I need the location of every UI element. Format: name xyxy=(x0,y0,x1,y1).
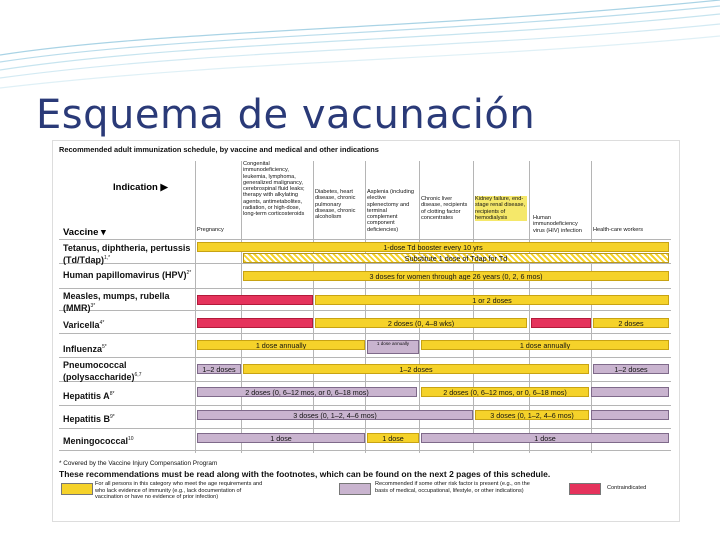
vaccine-name: Human papillomavirus (HPV) xyxy=(63,270,187,280)
header-swoosh-decoration xyxy=(0,0,720,100)
vaccine-row-influenza xyxy=(63,342,193,354)
column-health-care-workers: Health-care workers xyxy=(593,227,644,233)
column-asplenia: Asplenia (including elective splenectomy and terminal complement component deficiencies) xyxy=(367,189,414,233)
mmr-contraindicated-bar xyxy=(197,295,313,305)
vaccine-name: Influenza xyxy=(63,344,103,354)
vaccine-name: Meningococcal xyxy=(63,436,129,446)
vaccine-footnote: 1,* xyxy=(104,255,111,261)
covered-note: * Covered by the Vaccine Injury Compensation Program xyxy=(59,460,218,467)
vaccine-name: Hepatitis A xyxy=(63,391,110,401)
column-liver-disease: Chronic liver disease, recipients of clotting factor concentrates xyxy=(421,196,468,221)
pneumococcal-mid-bar: 1–2 doses xyxy=(243,364,589,374)
slide-title: Esquema de vacunación xyxy=(36,92,536,138)
mmr-bar: 1 or 2 doses xyxy=(315,295,669,305)
meningococcal-asplenia-bar: 1 dose xyxy=(367,433,419,443)
vaccine-footnote: 4* xyxy=(99,320,105,326)
column-immunodeficiency: Congenital immunodeficiency, leukemia, lymphoma, generalized malignancy, cerebrospinal fluid leaks; therapy with alkylating agents, antimetabolites, radiation, or high-dose, long-term corticosteroids xyxy=(243,161,305,218)
legend-purple-text: Recommended if some other risk factor is present (e.g., on the basis of medical, occupational, lifestyle, or other indications) xyxy=(375,481,530,494)
varicella-hiv-contraindicated-bar xyxy=(531,318,591,328)
vaccine-name: Measles, mumps, rubella (MMR) xyxy=(63,291,170,313)
pneumococcal-left-bar: 1–2 doses xyxy=(197,364,241,374)
legend-red-swatch xyxy=(569,483,601,495)
influenza-left-bar: 1 dose annually xyxy=(197,340,365,350)
hepatitis-a-right-bar xyxy=(591,387,669,397)
meningococcal-right-bar: 1 dose xyxy=(421,433,669,443)
vaccine-row-hpv xyxy=(63,268,193,280)
vaccine-row-hepatitis-a xyxy=(63,389,193,401)
hpv-bar: 3 doses for women through age 26 years (0, 2, 6 mos) xyxy=(243,271,669,281)
vaccine-name: Tetanus, diphtheria, pertussis (Td/Tdap) xyxy=(63,243,191,265)
legend-yellow-text: For all persons in this category who meet the age requirements and who lack evidence of immunity (e.g., lack documentation of vaccination or have no evidence of prior infection) xyxy=(95,481,263,500)
hepatitis-b-left-bar: 3 doses (0, 1–2, 4–6 mos) xyxy=(197,410,473,420)
legend-yellow-swatch xyxy=(61,483,93,495)
vaccine-name: Varicella xyxy=(63,320,100,330)
column-hiv: Human immunodeficiency virus (HIV) infection xyxy=(533,215,582,234)
hepatitis-b-right-bar xyxy=(591,410,669,420)
vaccine-row-varicella xyxy=(63,318,193,330)
column-diabetes-heart: Diabetes, heart disease, chronic pulmonary disease, chronic alcoholism xyxy=(315,189,356,221)
vaccine-footnote: 5* xyxy=(102,344,107,350)
legend-red-text: Contraindicated xyxy=(607,485,647,491)
column-kidney-failure: Kidney failure, end-stage renal disease, recipients of hemodialysis xyxy=(475,196,526,221)
legend-purple-swatch xyxy=(339,483,371,495)
tdap-substitute-bar: Substitute 1 dose of Tdap for Td xyxy=(243,253,669,263)
varicella-contraindicated-bar xyxy=(197,318,313,328)
vaccine-row-td-tdap xyxy=(63,243,193,265)
influenza-asplenia-bar: 1 dose annually xyxy=(367,340,419,354)
indication-label: Indication ▶ xyxy=(113,182,168,193)
vaccine-footnote: 10 xyxy=(128,436,134,442)
hepatitis-b-mid-bar: 3 doses (0, 1–2, 4–6 mos) xyxy=(475,410,589,420)
schedule-title: Recommended adult immunization schedule, by vaccine and medical and other indications xyxy=(59,145,379,154)
vaccine-name: Pneumococcal (polysaccharide) xyxy=(63,360,135,382)
vaccine-footnote: 2* xyxy=(186,270,192,276)
vaccine-name: Hepatitis B xyxy=(63,414,111,424)
varicella-hcw-bar: 2 doses xyxy=(593,318,669,328)
immunization-schedule-table xyxy=(52,140,680,522)
vaccine-row-mmr xyxy=(63,291,193,313)
footnote-notice: These recommendations must be read along with the footnotes, which can be found on the next 2 pages of this schedule. xyxy=(59,469,551,479)
vaccine-footnote: 6,7 xyxy=(134,372,142,378)
vaccine-footnote: 9* xyxy=(110,414,115,420)
column-divider xyxy=(195,161,196,453)
vaccine-row-hepatitis-b xyxy=(63,412,193,424)
hepatitis-a-left-bar: 2 doses (0, 6–12 mos, or 0, 6–18 mos) xyxy=(197,387,417,397)
hepatitis-a-mid-bar: 2 doses (0, 6–12 mos, or 0, 6–18 mos) xyxy=(421,387,589,397)
varicella-bar: 2 doses (0, 4–8 wks) xyxy=(315,318,527,328)
vaccine-label: Vaccine ▾ xyxy=(63,227,106,238)
vaccine-row-pneumococcal xyxy=(63,360,193,382)
column-divider xyxy=(473,161,474,453)
pneumococcal-right-bar: 1–2 doses xyxy=(593,364,669,374)
vaccine-footnote: 3* xyxy=(90,303,96,309)
meningococcal-left-bar: 1 dose xyxy=(197,433,365,443)
vaccine-row-meningococcal xyxy=(63,434,193,446)
influenza-right-bar: 1 dose annually xyxy=(421,340,669,350)
column-pregnancy: Pregnancy xyxy=(197,227,224,233)
vaccine-footnote: 8* xyxy=(109,391,115,397)
td-booster-bar: 1-dose Td booster every 10 yrs xyxy=(197,242,669,252)
